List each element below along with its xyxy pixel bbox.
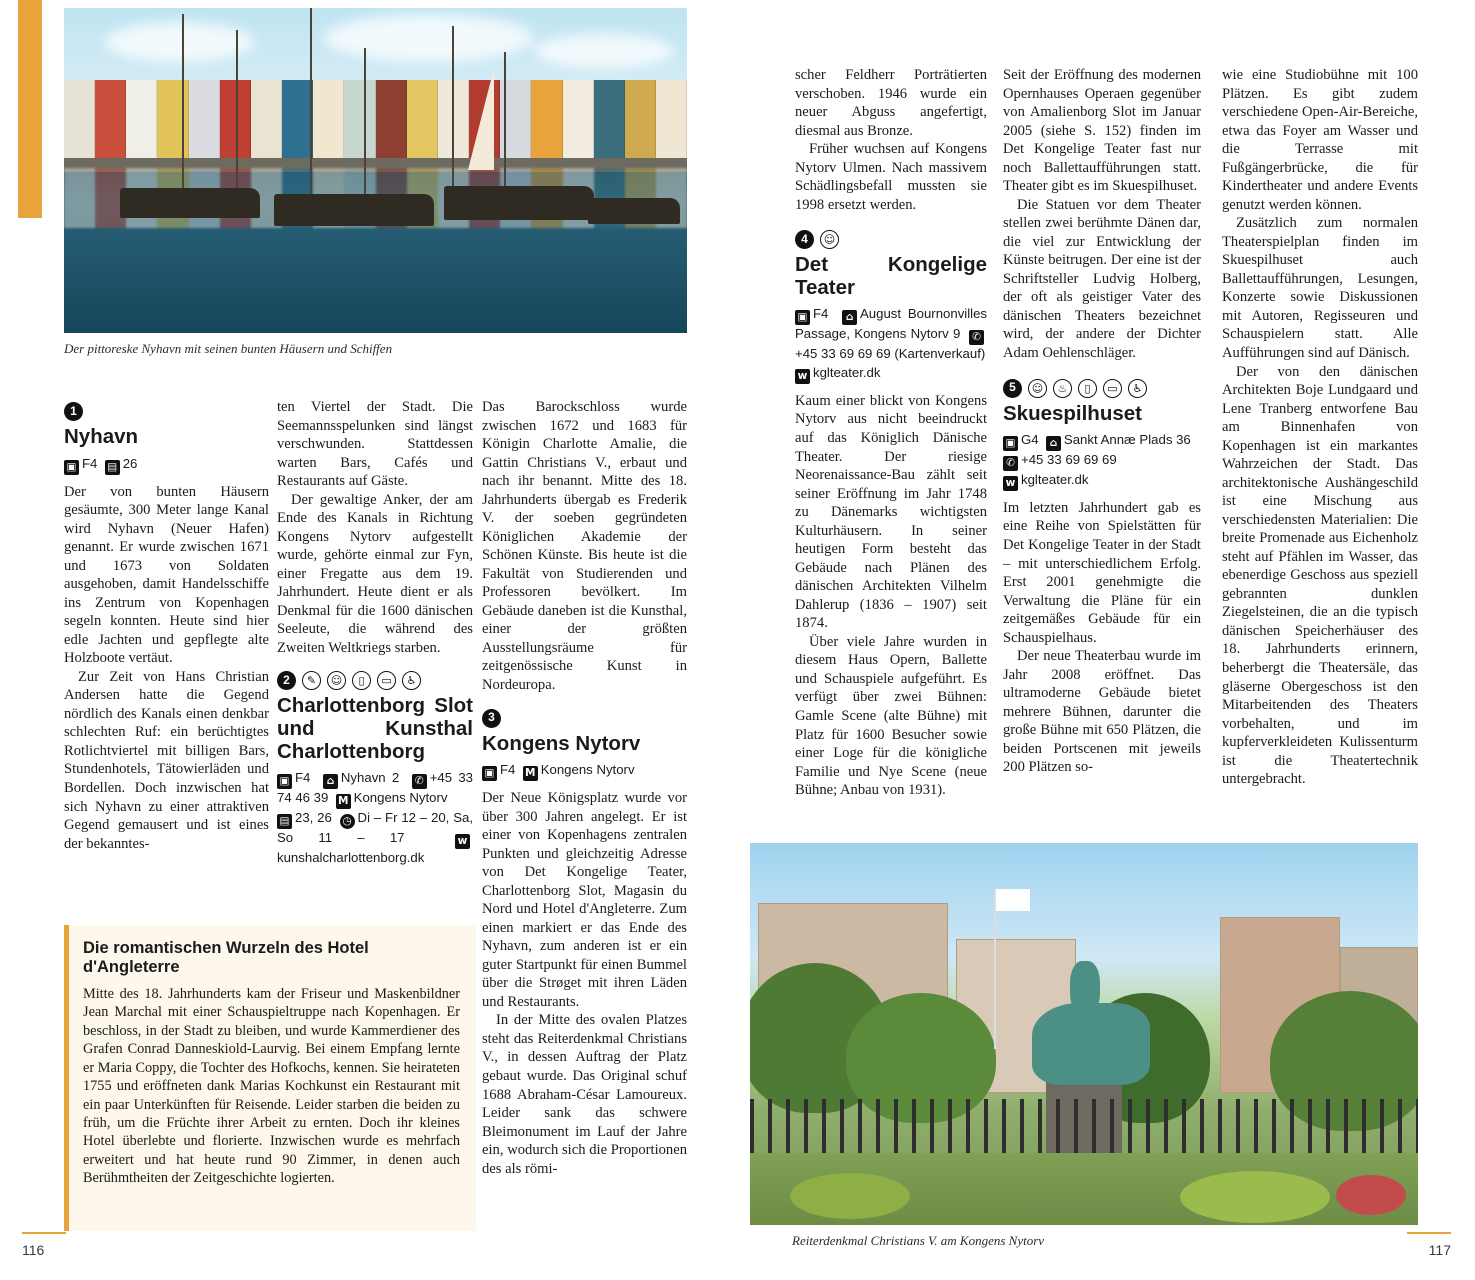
- address-icon: ⌂: [323, 774, 338, 789]
- shop-icon: ▯: [352, 671, 371, 690]
- web-icon: w: [795, 369, 810, 384]
- poi-charlottenborg: [277, 671, 473, 867]
- page-gutter: [737, 0, 738, 1280]
- web-icon: w: [1003, 476, 1018, 491]
- column-1: [64, 398, 269, 853]
- metro-icon: M: [336, 794, 351, 809]
- map-ref-icon: ▣: [64, 460, 79, 475]
- address-icon: ⌂: [1046, 436, 1061, 451]
- palette-icon: ✎: [302, 671, 321, 690]
- page-number-right: 117: [1428, 1242, 1451, 1258]
- body-paragraph: Das Barockschloss wurde zwischen 1672 und 1683 für Königin Charlotte Amalie, die Gattin Christians V., erbaut und nach ihr benannt. Mitte des 18. Jahrhunderts übergab es Frederik V. der soeben gegründeten Königlichen Akademie der Schönen Künste. Bis heute ist die Fakultät von Studierenden und Professoren bevölkert. Im Gebäude daneben ist die Kunsthal, einer der größten Ausstellungsräume für zeitgenössische Kunst in Nordeuropa.: [482, 399, 687, 693]
- poi-number-badge: 5: [1003, 379, 1022, 398]
- poi-kongens-nytorv: [482, 709, 687, 782]
- accent-bar: [18, 0, 42, 218]
- body-paragraph: Der von bunten Häusern gesäumte, 300 Meter lange Kanal wird Nyhavn (Neuer Hafen) genannt. Er wurde zwischen 1671 und 1673 von Soldaten ausgehoben, damit Handelsschiffe ins Zentrum von Kopenhagen segeln konnten. Heute sind hier edle Jachten und gepflegte alte Holzboote vertäut.: [64, 483, 269, 667]
- poi-nyhavn: [64, 402, 269, 475]
- poi-title: Charlottenborg Slot und Kunsthal Charlottenborg: [277, 694, 473, 763]
- body-paragraph: Der gewaltige Anker, der am Ende des Kanals in Richtung Kongens Nytorv aufgestellt wurde, gehörte einmal zur Fyn, einer Fregatte aus dem 19. Jahrhundert. Heute dient er als Denkmal für die 1600 dänischen Seeleute, die während des Zweiten Weltkriegs starben.: [277, 491, 473, 656]
- photo-nyhavn: [64, 8, 687, 333]
- poi-meta: ▣ G4 ⌂ Sankt Annæ Plads 36 ✆ +45 33 69 69 69 w kglteater.dk: [1003, 431, 1201, 491]
- body-paragraph: Im letzten Jahrhundert gab es eine Reihe von Spielstätten für Det Kongelige Teater in der Stadt – mit unterschiedlichem Erfolg. Erst 2001 genehmigte die Verwaltung die Pläne für ein zeitgemäßes Gebäude für ein Schauspielhaus.: [1003, 499, 1201, 646]
- poi-marker-row: [482, 709, 687, 728]
- body-paragraph: Über viele Jahre wurden in diesem Haus Opern, Ballette und Schauspiele aufgeführt. Es verfügt über zwei Bühnen: Gamle Scene (alte Bühne) mit Platz für 1600 Besucher sowie einer Loge für die königliche Familie und Nye Scene (neue Bühne; Anbau von 1931).: [795, 633, 987, 799]
- photo-nyhavn-caption: Der pittoreske Nyhavn mit seinen bunten Häusern und Schiffen: [64, 341, 393, 356]
- page-number-left: 116: [22, 1242, 45, 1258]
- column-2: [277, 398, 473, 876]
- info-box-hotel-angleterre: [64, 925, 476, 1231]
- body-paragraph: Kaum einer blickt von Kongens Nytorv aus nicht beeindruckt auf das Königlich Dänische Theater. Der riesige Neorenaissance-Bau zählt seit seiner Eröffnung im Jahr 1748 zu Dänemarks wichtigsten Kulturhäusern. In seiner heutigen Form besteht das Gebäude nach Plänen des dänischen Architekten Vilhelm Dahlerup (1836 – 1907) seit 1874.: [795, 392, 987, 632]
- map-ref-icon: ▣: [1003, 436, 1018, 451]
- phone-icon: ✆: [1003, 456, 1018, 471]
- folio-rule-right: [1407, 1232, 1451, 1234]
- poi-number-badge: 4: [795, 230, 814, 249]
- poi-marker-row: [795, 230, 987, 249]
- photo-reiterdenkmal: [750, 843, 1418, 1225]
- poi-det-kongelige-teater: [795, 230, 987, 384]
- phone-icon: ✆: [412, 774, 427, 789]
- web-icon: w: [455, 834, 470, 849]
- theatre-masks-icon: ☺: [820, 230, 839, 249]
- body-paragraph: Früher wuchsen auf Kongens Nytorv Ulmen. Nach massivem Schädlingsbefall mussten sie 1998 ersetzt werden.: [795, 141, 987, 213]
- clock-icon: ◷: [340, 814, 355, 829]
- theatre-masks-icon: ☺: [327, 671, 346, 690]
- shop-icon: ▯: [1078, 379, 1097, 398]
- body-paragraph: Zur Zeit von Hans Christian Andersen hatte die Gegend nördlich des Kanals einen denkbar schlechten Ruf: ein berüchtigtes Rotlichtviertel mit billigen Bars, Stundenhotels, Tätowierläden und Bordellen. Doch inzwischen hat sich Nyhavn zu einer attraktiven Gegend gemausert und ist eines der bekanntes-: [64, 668, 269, 852]
- info-icon: ▭: [1103, 379, 1122, 398]
- body-paragraph: wie eine Studiobühne mit 100 Plätzen. Es gibt zudem verschiedene Open-Air-Bereiche, etwa das Foyer am Wasser und die Terrasse mit Fußgängerbrücke, die für Kindertheater und andere Events genutzt werden können.: [1222, 67, 1418, 213]
- photo-reiterdenkmal-caption: Reiterdenkmal Christians V. am Kongens Nytorv: [792, 1233, 1045, 1248]
- info-box-body: Mitte des 18. Jahrhunderts kam der Friseur und Maskenbildner Jean Marchal mit einer Schauspieltruppe nach Kopenhagen. Er beschloss, in der Stadt zu bleiben, und wurde Kammerdiener des Grafen Conrad Danneskiold-Laurvig. Bei einem Empfang lernte er Maria Coppy, die Tochter des Hofkochs, kennen. Sie heirateten 1755 und eröffneten dank Marias Kochkunst ein Restaurant mit ein paar Unterkünften für Reisende. Leider starben die beiden zu früh, um die Früchte ihrer Arbeit zu ernten. Doch ihr kleines Hotel überlebte und florierte. Inzwischen wurde es mehrfach erweitert und hat heute rund 90 Zimmer, in denen auch Berühmtheiten der Zeitgeschichte logierten.: [83, 985, 460, 1187]
- body-paragraph: Die Statuen vor dem Theater stellen zwei berühmte Dänen dar, die viel zur Entwicklung der Künste beitrugen. Der eine ist der Schriftsteller Ludvig Holberg, der oft als geistiger Vater des dänischen Theaters bezeichnet wird, der andere der Dichter Adam Oehlenschläger.: [1003, 196, 1201, 361]
- poi-number-badge: 3: [482, 709, 501, 728]
- map-ref-icon: ▣: [277, 774, 292, 789]
- poi-meta: ▣ F4 ⌂ Nyhavn 2 ✆ +45 33 74 46 39 M Kongens Nytorv ▤ 23, 26 ◷ Di – Fr 12 – 20, Sa, So 11 – 17 wkunshalcharlottenborg.dk: [277, 770, 474, 865]
- phone-icon: ✆: [969, 330, 984, 345]
- accessible-icon: ♿: [1128, 379, 1147, 398]
- folio-rule-left: [22, 1232, 66, 1234]
- bus-icon: ▤: [105, 460, 120, 475]
- accessible-icon: ♿: [402, 671, 421, 690]
- body-paragraph: Der neue Theaterbau wurde im Jahr 2008 eröffnet. Das ultramoderne Gebäude bietet mehrere Bühnen, darunter die große Bühne mit 650 Plätzen, die beiden Portscenen mit jeweils 200 Plätzen so-: [1003, 648, 1201, 776]
- column-6: [1222, 66, 1418, 789]
- poi-marker-row: [277, 671, 473, 690]
- poi-meta: ▣ F4 ▤ 26: [64, 455, 269, 475]
- poi-skuespilhuset: [1003, 379, 1201, 491]
- body-paragraph: Seit der Eröffnung des modernen Opernhauses Operaen gegenüber von Amalienborg Slot im Januar 2005 (siehe S. 152) finden im Det Kongelige Teater fast nur noch Ballettaufführungen statt. Theater gibt es im Skuespilhuset.: [1003, 67, 1201, 195]
- theatre-masks-icon: ☺: [1028, 379, 1047, 398]
- metro-icon: M: [523, 766, 538, 781]
- poi-marker-row: [1003, 379, 1201, 398]
- poi-meta: ▣ F4 ⌂ August Bournonvilles Passage, Kongens Nytorv 9 ✆+45 33 69 69 69 (Kartenverkauf) w kglteater.dk: [795, 306, 988, 382]
- body-paragraph: In der Mitte des ovalen Platzes steht das Reiterdenkmal Christians V., in dessen Auftrag der Platz gebaut wurde. Das Original schuf 1688 Abraham-César Lamoureux. Leider sank das schwere Bleimonument im Lauf der Jahre ein, wodurch sich die Proportionen des als römi-: [482, 1012, 687, 1177]
- restaurant-icon: ♨: [1053, 379, 1072, 398]
- bus-icon: ▤: [277, 814, 292, 829]
- info-icon: ▭: [377, 671, 396, 690]
- map-ref-icon: ▣: [482, 766, 497, 781]
- column-3: [482, 398, 687, 1178]
- body-paragraph: ten Viertel der Stadt. Die Seemannsspelunken sind längst verschwunden. Stattdessen warten Bars, Cafés und Restaurants auf Gäste.: [277, 399, 473, 490]
- poi-title: Nyhavn: [64, 425, 139, 448]
- side-tab: [0, 0, 60, 1280]
- body-paragraph: Zusätzlich zum normalen Theaterspielplan finden im Skuespilhuset auch Ballettaufführungen, Lesungen, Konzerte sowie Diskussionen mit Autoren, Regisseuren und Schauspielern statt. Alle Aufführungen sind auf Dänisch.: [1222, 215, 1418, 361]
- body-paragraph: scher Feldherr Porträtierten verschoben. 1946 wurde ein neuer Abguss angefertigt, diesmal aus Bronze.: [795, 67, 987, 139]
- body-paragraph: Der von den dänischen Architekten Boje Lundgaard und Lene Tranberg entworfene Bau am Binnenhafen von Kopenhagen ist ein markantes Wahrzeichen der Stadt. Das architektonische Aushängeschild ist eine Mischung aus verschiedensten Materialien: Die breite Promenade aus Eichenholz steht auf Pfählen im Wasser, das ebenerdige Geschoss aus speziell gebrannten dunklen Ziegelsteinen, die an die typisch dänischen Speicherhäuser des 18. Jahrhunderts erinnern, beherbergt die Theatersäle, das gläserne Obergeschoss ist den Mitarbeitenden des Theaters vorbehalten, und im kupferverkleideten Kulissenturm ist die Theatertechnik untergebracht.: [1222, 363, 1418, 788]
- body-paragraph: Der Neue Königsplatz wurde vor über 300 Jahren angelegt. Er ist einer von Kopenhagens zentralen Punkten und gleichzeitig Adresse von Det Kongelige Teater, Charlottenborg Slot, Magasin du Nord und Hotel d'Angleterre. Zum einen markiert er das Ende des Nyhavn, zum anderen ist er ein guter Startpunkt für einen Bummel über die Strøget mit ihren Läden und Restaurants.: [482, 790, 687, 1010]
- address-icon: ⌂: [842, 310, 857, 325]
- poi-title: Det Kongelige Teater: [795, 253, 987, 299]
- poi-marker-row: [64, 402, 269, 421]
- poi-meta: ▣ F4 M Kongens Nytorv: [482, 761, 687, 781]
- poi-title: Skuespilhuset: [1003, 401, 1142, 425]
- map-ref-icon: ▣: [795, 310, 810, 325]
- poi-number-badge: 2: [277, 671, 296, 690]
- column-4: [795, 66, 987, 800]
- poi-number-badge: 1: [64, 402, 83, 421]
- poi-title: Kongens Nytorv: [482, 731, 641, 755]
- column-5: [1003, 66, 1201, 777]
- info-box-title: Die romantischen Wurzeln des Hotel d'Angleterre: [83, 939, 369, 977]
